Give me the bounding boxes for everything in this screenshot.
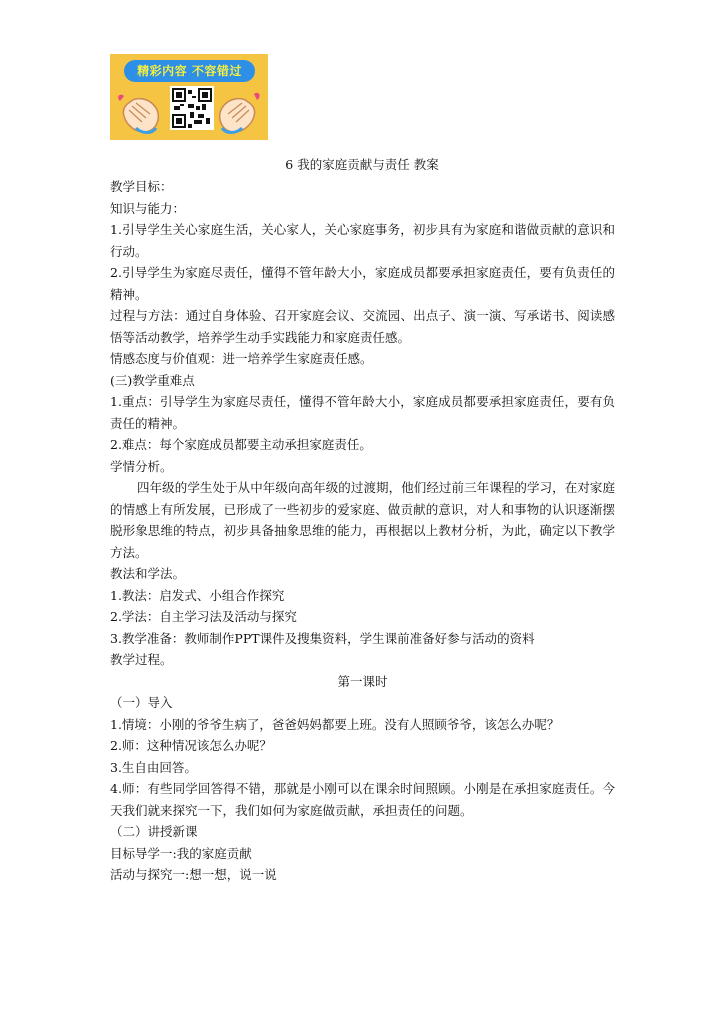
promo-banner[interactable] xyxy=(110,54,268,140)
paragraph: 情感态度与价值观：进一培养学生家庭责任感。 xyxy=(110,351,373,366)
section-heading: 学情分析。 xyxy=(110,458,173,474)
section-heading: （一）导入 xyxy=(110,695,173,710)
paragraph: 1.情境：小刚的爷爷生病了，爸爸妈妈都要上班。没有人照顾爷爷，该怎么办呢？ xyxy=(110,716,560,732)
paragraph: 3.生自由回答。 xyxy=(110,759,197,775)
clapping-hands-icon xyxy=(116,88,166,136)
paragraph: 2.师：这种情况该怎么办呢？ xyxy=(110,738,272,753)
paragraph: 2.引导学生为家庭尽责任，懂得不管年龄大小，家庭成员都要承担家庭责任，要有负责任的精神。 xyxy=(110,265,615,302)
document-title: 6 我的家庭贡献与责任 教案 xyxy=(285,157,439,172)
paragraph: 1.重点：引导学生为家庭尽责任，懂得不管年龄大小，家庭成员都要承担家庭责任，要有负责任的精神。 xyxy=(110,394,615,431)
section-heading: 知识与能力： xyxy=(110,200,186,216)
qr-code-icon[interactable] xyxy=(170,86,214,130)
paragraph: 2.难点：每个家庭成员都要主动承担家庭责任。 xyxy=(110,437,372,452)
paragraph: 1.引导学生关心家庭生活，关心家人，关心家庭事务，初步具有为家庭和谐做贡献的意识和行动。 xyxy=(110,222,615,259)
paragraph: 四年级的学生处于从中年级向高年级的过渡期，他们经过前三年课程的学习，在对家庭的情感上有所发展，已形成了一些初步的爱家庭、做贡献的意识，对人和事物的认识逐渐摆脱形象思维的特点，初步具备抽象思维的能力，再根据以上教材分析，为此，确定以下教学方法。 xyxy=(110,480,615,560)
clapping-hands-icon xyxy=(212,88,262,136)
paragraph: 目标导学一:我的家庭贡献 xyxy=(110,845,252,861)
document-body xyxy=(110,176,615,886)
section-heading: （二）讲授新课 xyxy=(110,824,198,839)
paragraph: 1.教法：启发式、小组合作探究 xyxy=(110,587,285,603)
section-heading: 教学过程。 xyxy=(110,652,173,667)
paragraph: 3.教学准备：教师制作PPT课件及搜集资料，学生课前准备好参与活动的资料 xyxy=(110,630,535,646)
paragraph: 2.学法：自主学习法及活动与探究 xyxy=(110,609,297,624)
section-heading: 教法和学法。 xyxy=(110,566,186,581)
section-heading: (三)教学重难点 xyxy=(110,372,195,388)
paragraph: 4.师：有些同学回答得不错，那就是小刚可以在课余时间照顾。小刚是在承担家庭责任。今天我们就来探究一下，我们如何为家庭做贡献，承担责任的问题。 xyxy=(110,781,615,818)
banner-title: 精彩内容 不容错过 xyxy=(124,60,255,82)
paragraph: 过程与方法：通过自身体验、召开家庭会议、交流园、出点子、演一演、写承诺书、阅读感悟等活动教学，培养学生动手实践能力和家庭责任感。 xyxy=(110,308,615,345)
lesson-title: 第一课时 xyxy=(337,673,388,689)
section-heading: 教学目标： xyxy=(110,179,173,194)
paragraph: 活动与探究一:想一想，说一说 xyxy=(110,867,277,882)
